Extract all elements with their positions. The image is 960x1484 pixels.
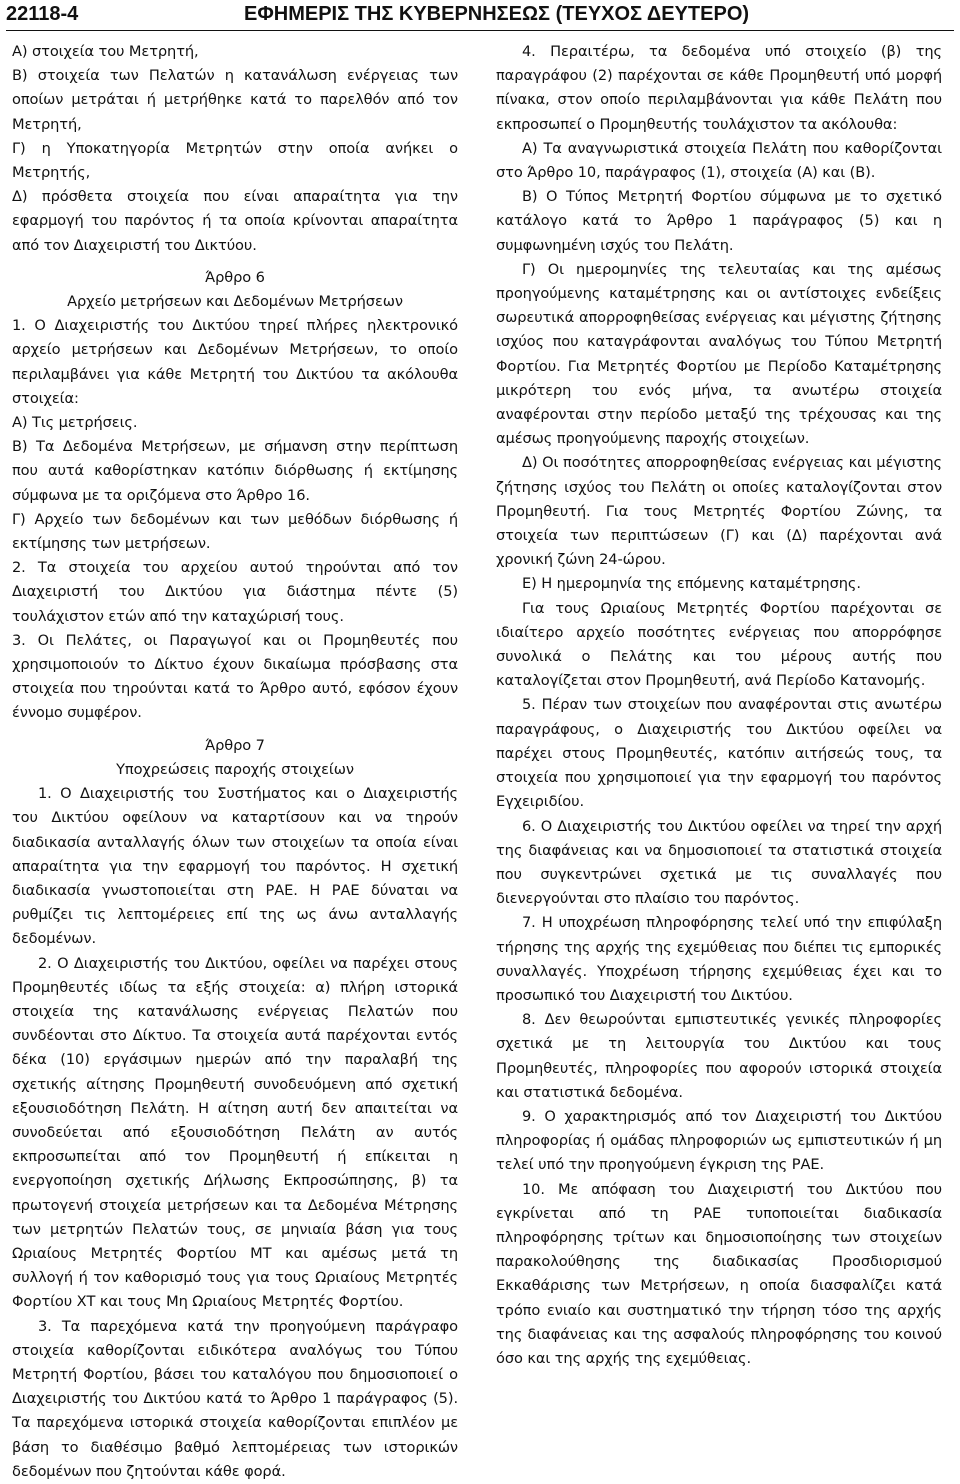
list-item: Β) στοιχεία των Πελατών η κατανάλωση ενέργειας των οποίων μετράται ή μετρήθηκε κατά το παρελθόν από τον Μετρητή, [12,67,458,133]
paragraph: Α) Τα αναγνωριστικά στοιχεία Πελάτη που καθορίζονται στο Άρθρο 10, παράγραφος (1), στοιχεία (Α) και (Β). [496,139,942,182]
paragraph: 3. Τα παρεχόμενα κατά την προηγούμενη παράγραφο στοιχεία καθορίζονται ειδικότερα αναλόγως του Τύπου Μετρητή Φορτίου, βάσει του καταλόγου που δημοσιοποιεί ο Διαχειριστής του Δικτύου κατά το Άρθρο 1 παράγραφος (5). Τα παρεχόμενα ιστορικά στοιχεία καθορίζονται επιπλέον με βάση το διαθέσιμο βαθμό λεπτομέρειας των ιστορικών δεδομένων που ζητούνται κάθε φορά. [12,1317,458,1480]
paragraph: 3. Οι Πελάτες, οι Παραγωγοί και οι Προμηθευτές που χρησιμοποιούν το Δίκτυο έχουν δικαίωμα πρόσβασης στα στοιχεία που τηρούνται κατά το Άρθρο αυτό, εφόσον έχουν έννομο συμφέρον. [12,631,458,722]
paragraph: Α) Τις μετρήσεις. [12,414,138,432]
paragraph: 4. Περαιτέρω, τα δεδομένα υπό στοιχείο (β) της παραγράφου (2) παρέχονται σε κάθε Προμηθευτή υπό μορφή πίνακα, στον οποίο περιλαμβάνονται για κάθε Πελάτη που εκπροσωπεί ο Προμηθευτής τουλάχιστον τα ακόλουθα: [496,43,942,133]
paragraph: 8. Δεν θεωρούνται εμπιστευτικές γενικές πληροφορίες σχετικά με τη λειτουργία του Δικτύου και τους Προμηθευτές, πληροφορίες που αφορούν ιστορικά στοιχεία και στατιστικά δεδομένα. [496,1011,942,1101]
page-number: 22118-4 [6,3,79,25]
paragraph: 1. Ο Διαχειριστής του Συστήματος και ο Διαχειριστής του Δικτύου οφείλουν να καταρτίσουν και να τηρούν διαδικασία ανταλλαγής όλων των στοιχείων τα οποία είναι απαραίτητα για την εφαρμογή του παρόντος. Η σχετική διαδικασία γνωστοποιείται στη ΡΑΕ. Η ΡΑΕ δύναται να ρυθμίζει τις λεπτομέρειες επί της ως άνω ανταλλαγής δεδομένων. [12,785,458,948]
paragraph: 9. Ο χαρακτηρισμός από τον Διαχειριστή του Δικτύου πληροφορίας ή ομάδας πληροφοριών ως εμπιστευτικών ή μη τελεί υπό την προηγούμενη έγκριση της ΡΑΕ. [496,1107,942,1174]
article-7-heading: Άρθρο 7 [205,736,265,754]
paragraph: 5. Πέραν των στοιχείων που αναφέρονται στις ανωτέρω παραγράφους, ο Διαχειριστής του Δικτύου οφείλει να παρέχει στους Προμηθευτές, κατόπιν αιτήσεώς τους, τα στοιχεία που χρησιμοποιεί για την εφαρμογή του παρόντος Εγχειριδίου. [496,696,942,811]
paragraph: Β) Τα Δεδομένα Μετρήσεων, με σήμανση στην περίπτωση που αυτά καθορίστηκαν κατόπιν διόρθωσης ή εκτίμησης σύμφωνα με τα οριζόμενα στο Άρθρο 16. [12,438,458,504]
left-column [12,40,458,1484]
list-item: Γ) η Υποκατηγορία Μετρητών στην οποία ανήκει ο Μετρητής, [12,139,458,182]
paragraph: Γ) Αρχείο των δεδομένων και των μεθόδων διόρθωσης ή εκτίμησης των μετρήσεων. [12,510,458,553]
article-6-heading: Άρθρο 6 [205,268,265,286]
paragraph: Για τους Ωριαίους Μετρητές Φορτίου παρέχονται σε ιδιαίτερο αρχείο ποσότητες ενέργειας που απορρόφησε συνολικά ο Πελάτης και του μέρους αυτής που καταλογίζεται στον Προμηθευτή, ανά Περίοδο Κατανομής. [496,599,942,690]
article-7-title: Υποχρεώσεις παροχής στοιχείων [116,760,354,778]
right-column [496,40,942,1371]
gazette-title: ΕΦΗΜΕΡΙΣ ΤΗΣ ΚΥΒΕΡΝΗΣΕΩΣ (ΤΕΥΧΟΣ ΔΕΥΤΕΡΟ) [244,3,750,25]
page-header [6,2,954,31]
paragraph: Γ) Οι ημερομηνίες της τελευταίας και της αμέσως προηγούμενης καταμέτρησης και οι αντίστοιχες ενδείξεις σωρευτικά απορροφηθείσας ενέργειας και μέγιστης ζήτησης ισχύος που καταγράφονται αναλόγως του Τύπου Μετρητή Φορτίου. Για Μετρητές Φορτίου με Περίοδο Καταμέτρησης μικρότερη του ενός μήνα, τα ανωτέρω στοιχεία αναφέρονται στην περίοδο μεταξύ της τρέχουσας και της αμέσως προηγούμενης παροχής στοιχείων. [496,260,942,448]
paragraph: 6. Ο Διαχειριστής του Δικτύου οφείλει να τηρεί την αρχή της διαφάνειας και να δημοσιοποιεί τα στατιστικά στοιχεία που συγκεντρώνει σχετικά με τις συναλλαγές που διενεργούνται στο πλαίσιο του παρόντος. [496,817,942,908]
list-item: Δ) πρόσθετα στοιχεία που είναι απαραίτητα για την εφαρμογή του παρόντος ή τα οποία κρίνονται απαραίτητα από τον Διαχειριστή του Δικτύου. [12,188,458,254]
paragraph: Β) Ο Τύπος Μετρητή Φορτίου σύμφωνα με το σχετικό κατάλογο κατά το Άρθρο 1 παράγραφος (5) και η συμφωνημένη ισχύς του Πελάτη. [496,188,942,254]
paragraph: 10. Με απόφαση του Διαχειριστή του Δικτύου που εγκρίνεται από τη ΡΑΕ τυποποιείται διαδικασία πληροφόρησης τρίτων και δημοσιοποίησης των στοιχείων παρακολούθησης της διαδικασίας Προσδιορισμού Εκκαθάρισης των Μετρήσεων, η οποία διασφαλίζει κατά τρόπο ενιαίο και συστηματικό την τήρηση τόσο της αρχής της διαφάνειας και της ασφαλούς πληροφόρησης του κοινού όσο και της αρχής της εχεμύθειας. [496,1180,942,1367]
paragraph: 2. Ο Διαχειριστής του Δικτύου, οφείλει να παρέχει στους Προμηθευτές ιδίως τα εξής στοιχεία: α) πλήρη ιστορικά στοιχεία της κατανάλωσης ενέργειας Πελατών που συνδέονται στο Δίκτυο. Τα στοιχεία αυτά παρέχονται εντός δέκα (10) εργάσιμων ημερών από την παραλαβή της σχετικής αίτησης Προμηθευτή συνοδευόμενη από σχετική εξουσιοδότηση Πελάτη. Η αίτηση αυτή δεν απαιτείται να συνοδεύεται από εξουσιοδότηση Πελάτη αν αυτός εκπροσωπείται από τον Προμηθευτή ή επίκειται η ενεργοποίηση σχετικής Δήλωσης Εκπροσώπησης, β) τα πρωτογενή στοιχεία μετρήσεων και τα Δεδομένα Μέτρησης των μετρητών Πελατών τους, σε μηνιαία βάση για τους Ωριαίους Μετρητές Φορτίου ΜΤ και αμέσως μετά τη συλλογή ή τον καθορισμό τους για τους Ωριαίους Μετρητές Φορτίου ΧΤ και τους Μη Ωριαίους Μετρητές Φορτίου. [12,954,458,1311]
paragraph: 1. Ο Διαχειριστής του Δικτύου τηρεί πλήρες ηλεκτρονικό αρχείο μετρήσεων και Δεδομένων Μετρήσεων, το οποίο περιλαμβάνει για κάθε Μετρητή του Δικτύου τα ακόλουθα στοιχεία: [12,317,458,407]
paragraph: Δ) Οι ποσότητες απορροφηθείσας ενέργειας και μέγιστης ζήτησης ισχύος του Πελάτη οι οποίες καταλογίζονται στον Προμηθευτή. Για τους Μετρητές Φορτίου Ζώνης, τα στοιχεία των περιπτώσεων (Γ) και (Δ) παρέχονται ανά χρονική ζώνη 24-ώρου. [496,454,942,569]
paragraph: Ε) Η ημερομηνία της επόμενης καταμέτρησης. [522,575,861,593]
list-item: Α) στοιχεία του Μετρητή, [12,43,199,60]
paragraph: 2. Τα στοιχεία του αρχείου αυτού τηρούνται από τον Διαχειριστή του Δικτύου για διάστημα πέντε (5) τουλάχιστον ετών από την καταχώρισή τους. [12,559,458,625]
article-6-title: Αρχείο μετρήσεων και Δεδομένων Μετρήσεων [67,293,403,311]
paragraph: 7. Η υποχρέωση πληροφόρησης τελεί υπό την επιφύλαξη τήρησης της αρχής της εχεμύθειας που διέπει τις εμπορικές συναλλαγές. Υποχρέωση τήρησης εχεμύθειας έχει και το προσωπικό του Διαχειριστή του Δικτύου. [496,914,942,1004]
